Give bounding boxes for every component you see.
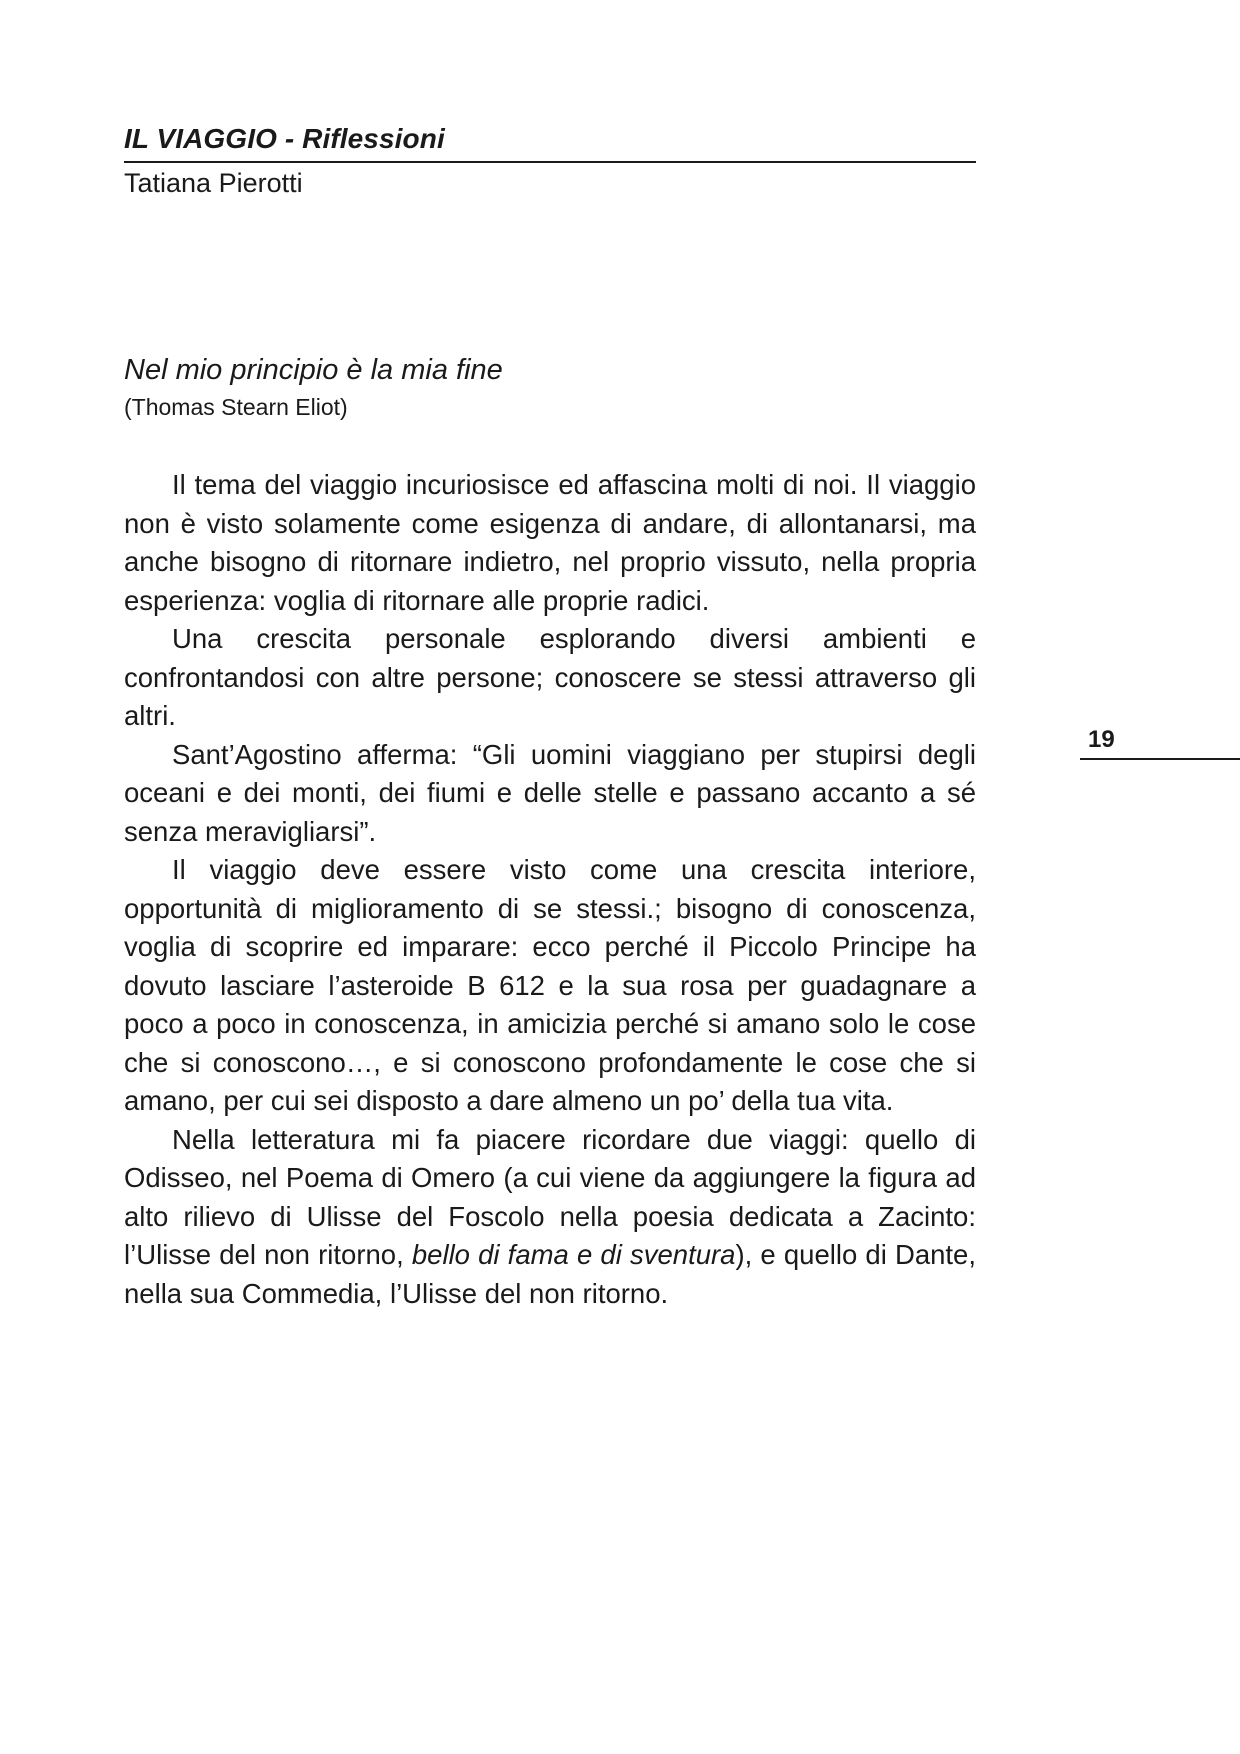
- final-paragraph-part-1: Nella letteratura mi fa piacere ricordare due viaggi: quello di Odisseo, nel Poema di Omero (a cui viene da aggiungere la figura ad alto rilievo di Ulisse del Foscolo nella poesia dedicata a Zacinto: l’Ulisse del non ritorno,: [124, 1123, 976, 1270]
- header-divider: [124, 161, 976, 163]
- paragraph: Il viaggio deve essere visto come una crescita interiore, opportunità di miglioramento di se stessi.; bisogno di conoscenza, voglia di scoprire ed imparare: ecco perché il Piccolo Principe ha dovuto lasciare l’asteroide B 612 e la sua rosa per guadagnare a poco a poco in conoscenza, in amicizia perché si amano solo le cose che si conoscono…, e si conoscono profondamente le cose che si amano, per cui sei disposto a dare almeno un po’ della tua vita.: [124, 854, 976, 1116]
- epigraph-quote: Nel mio principio è la mia fine: [124, 354, 503, 386]
- paragraph: Una crescita personale esplorando diversi ambienti e confrontandosi con altre persone; conoscere se stessi attraverso gli altri.: [124, 623, 976, 731]
- paragraph-final: [124, 1121, 976, 1314]
- section-title: IL VIAGGIO - Riflessioni: [124, 123, 445, 154]
- final-paragraph-italic-quote: bello di fama e di sventura: [411, 1239, 736, 1270]
- page-number: 19: [1088, 726, 1115, 753]
- author-name: Tatiana Pierotti: [124, 168, 303, 198]
- folio: [1080, 726, 1240, 760]
- paragraph: Sant’Agostino afferma: “Gli uomini viaggiano per stupirsi degli oceani e dei monti, dei fiumi e delle stelle e passano accanto a sé senza meravigliarsi”.: [124, 738, 976, 847]
- epigraph: [124, 352, 976, 422]
- final-paragraph-part-2: ), e quello di Dante, nella sua Commedia, l’Ulisse del non ritorno.: [124, 1239, 976, 1309]
- page-header: [124, 122, 976, 200]
- body-text: [124, 466, 976, 1313]
- folio-divider: [1080, 758, 1240, 760]
- epigraph-source: (Thomas Stearn Eliot): [124, 394, 348, 420]
- paragraph: Il tema del viaggio incuriosisce ed affascina molti di noi. Il viaggio non è visto solamente come esigenza di andare, di allontanarsi, ma anche bisogno di ritornare indietro, nel proprio vissuto, nella propria esperienza: voglia di ritornare alle proprie radici.: [124, 469, 976, 616]
